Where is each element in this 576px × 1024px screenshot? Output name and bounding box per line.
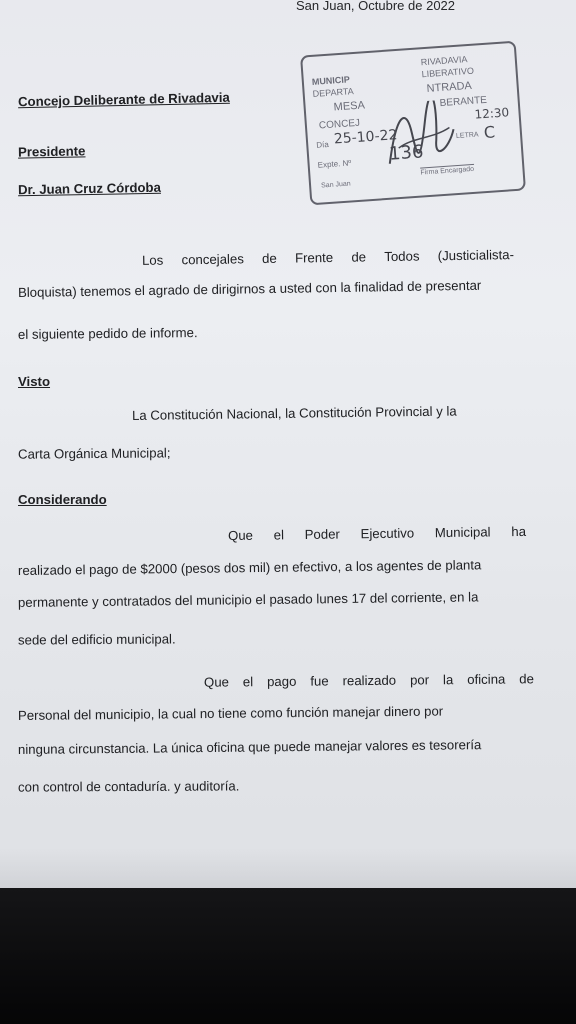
stamp-line3a: MESA — [333, 99, 366, 114]
intro-word: Frente — [294, 249, 334, 266]
stamp-line4a: CONCEJ — [318, 117, 361, 132]
stamp-line3b: NTRADA — [426, 79, 473, 95]
intro-word: concejales — [181, 251, 244, 268]
stamp-line4b: BERANTE — [439, 94, 488, 110]
p1-word: el — [273, 527, 285, 543]
stamp-line2a: DEPARTA — [312, 86, 354, 99]
considerando-p1-line-3: permanente y contratados del municipio el pasado lunes 17 del corriente, en la — [17, 589, 479, 610]
p2-word: oficina — [467, 671, 506, 687]
stamp-dia-label: Día — [316, 139, 330, 150]
considerando-p2-line-1 — [204, 671, 534, 689]
intro-word: Todos — [384, 248, 420, 265]
stamp-hora-value: 12:30 — [474, 105, 510, 122]
p2-word: Que — [203, 674, 230, 690]
dark-background — [0, 888, 576, 1024]
p1-word: Que — [227, 527, 254, 544]
visto-heading: Visto — [18, 374, 51, 389]
p2-word: la — [442, 672, 454, 688]
p1-word: Municipal — [434, 524, 491, 541]
considerando-p2-line-2: Personal del municipio, la cual no tiene como función manejar dinero por — [17, 703, 444, 723]
signature-scribble — [376, 99, 461, 174]
p2-word: de — [519, 671, 534, 687]
intro-line-1 — [142, 247, 514, 268]
p1-word: Poder — [304, 526, 340, 543]
intro-word: de — [261, 250, 277, 267]
stamp-line2b: LIBERATIVO — [421, 65, 475, 80]
p1-word: ha — [511, 523, 527, 540]
intro-line-3: el siguiente pedido de informe. — [17, 325, 198, 342]
city-date: San Juan, Octubre de 2022 — [296, 0, 456, 13]
stamp-firma-label: Firma Encargado — [420, 165, 475, 177]
reception-stamp — [300, 41, 526, 206]
p1-word: Ejecutivo — [360, 525, 415, 542]
addressee-name: Dr. Juan Cruz Córdoba — [17, 179, 162, 198]
addressee-role: Presidente — [17, 143, 86, 160]
intro-word: (Justicialista- — [437, 247, 515, 264]
visto-line-1: La Constitución Nacional, la Constitución Provincial y la — [131, 403, 457, 423]
considerando-p1-line-4: sede del edificio municipal. — [17, 631, 176, 648]
considerando-heading: Considerando — [18, 492, 107, 507]
considerando-p2-line-3: ninguna circunstancia. La única oficina que puede manejar valores es tesorería — [17, 737, 482, 757]
p2-word: pago — [266, 673, 297, 690]
stamp-city: San Juan — [320, 180, 351, 190]
stamp-line1b: RIVADAVIA — [420, 54, 468, 68]
stamp-exp-label: Expte. Nº — [317, 158, 352, 170]
p2-word: por — [409, 672, 430, 688]
p2-word: el — [242, 674, 254, 690]
intro-word: de — [351, 249, 367, 265]
considerando-p2-line-4: con control de contaduría. y auditoría. — [17, 778, 240, 795]
intro-line-2: Bloquista) tenemos el agrado de dirigirnos a usted con la finalidad de presentar — [17, 277, 482, 300]
considerando-p1-line-1 — [228, 524, 526, 543]
visto-line-2: Carta Orgánica Municipal; — [17, 445, 171, 462]
stamp-exp-value: 136 — [388, 141, 425, 165]
considerando-p1-line-2: realizado el pago de $2000 (pesos dos mil) en efectivo, a los agentes de planta — [17, 557, 482, 578]
stamp-letra-label: LETRA — [455, 131, 479, 141]
stamp-letra-value: C — [483, 122, 496, 143]
p2-word: realizado — [342, 672, 397, 689]
stamp-dia-value: 25-10-22 — [333, 127, 398, 148]
stamp-line1a: MUNICIP — [311, 74, 351, 87]
addressee-body: Concejo Deliberante de Rivadavia — [17, 89, 230, 110]
p2-word: fue — [310, 673, 329, 689]
intro-word: Los — [141, 252, 164, 268]
